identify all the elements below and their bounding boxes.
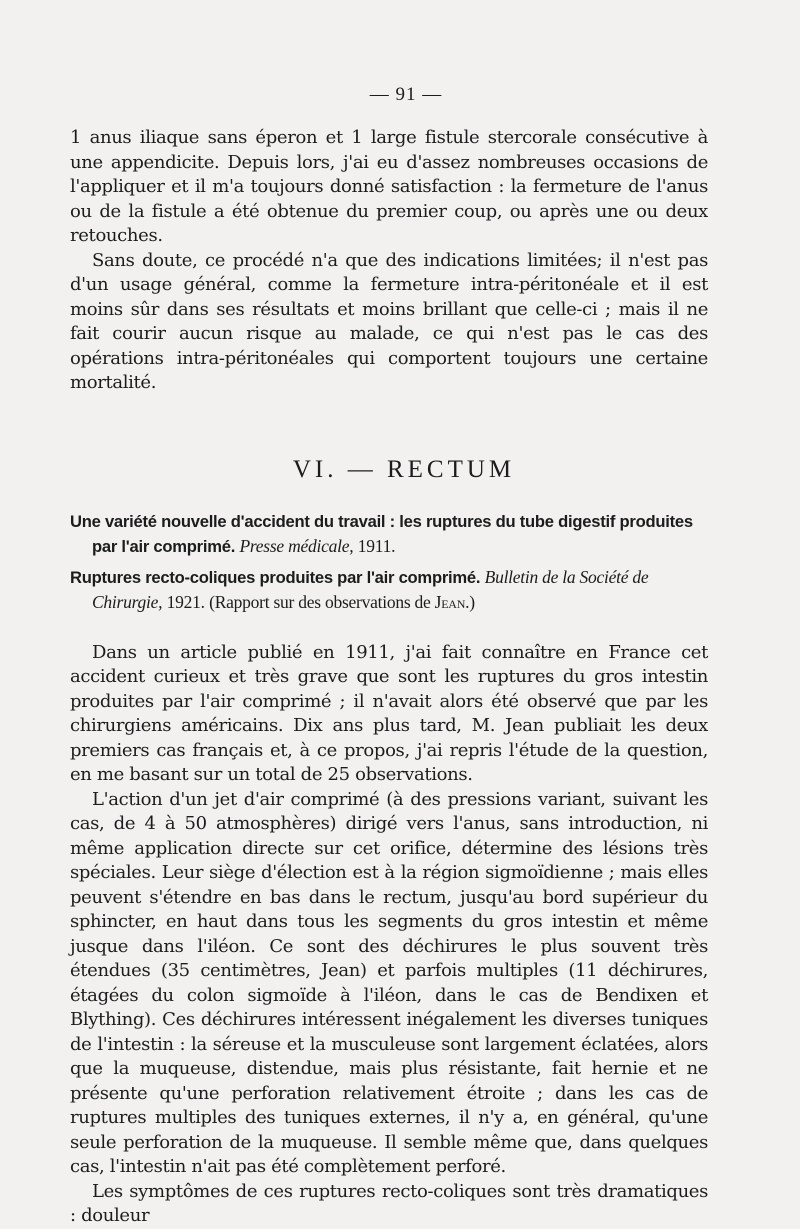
reference-title: Une variété nouvelle d'accident du travail : les ruptures du tube digestif produites par l'air comprimé.: [70, 511, 693, 556]
page-number: — 91 —: [369, 84, 443, 105]
reference-item: [70, 510, 708, 559]
reference-note: [209, 592, 475, 612]
reference-journal: Presse médicale,: [239, 535, 354, 556]
spacer: [70, 621, 708, 641]
reference-item: [70, 565, 708, 615]
body-paragraph-1: Dans un article publié en 1911, j'ai fait connaître en France cet accident curieux et très grave que sont les ruptures du gros intestin produites par l'air comprimé ; il n'avait alors été observé que par les chirurgiens américains. Dix ans plus tard, M. Jean publiait les deux premiers cas français et, à ce propos, j'ai repris l'étude de la question, en me basant sur un total de 25 observations.: [70, 641, 708, 785]
reference-year: 1921.: [166, 591, 205, 612]
reference-journal: Bulletin de la Société de Chirurgie,: [92, 566, 649, 612]
intro-paragraph-1: 1 anus iliaque sans éperon et 1 large fistule stercorale consécutive à une appendicite. Depuis lors, j'ai eu d'assez nombreuses occasions de l'appliquer et il m'a toujours donné satisfaction : la fermeture de l'anus ou de la fistule a été obtenue du premier coup, ou après une ou deux retouches.: [70, 127, 708, 246]
reference-note-prefix: (Rapport sur des observations de: [209, 591, 431, 612]
section-heading: VI. — RECTUM: [292, 455, 516, 483]
intro-paragraph-2: Sans doute, ce procédé n'a que des indications limitées; il n'est pas d'un usage général, comme la fermeture intra-péritonéale et il est moins sûr dans ses résultats et moins brillant que celle-ci ; mais il ne fait courir aucun risque au malade, ce qui n'est pas le cas des opérations intra-péritonéales qui comportent toujours une certaine mortalité.: [70, 249, 708, 393]
body-paragraph-3: Les symptômes de ces ruptures recto-coliques sont très dramatiques : douleur: [70, 1180, 708, 1226]
reference-year: 1911.: [357, 535, 396, 556]
body-paragraph-2: L'action d'un jet d'air comprimé (à des pressions variant, suivant les cas, de 4 à 50 atmosphères) dirigé vers l'anus, sans introduction, ni même application directe sur cet orifice, détermine des lésions très spéciales. Leur siège d'élection est à la région sigmoïdienne ; mais elles peuvent s'étendre en bas dans le rectum, jusqu'au bord supérieur du sphincter, en haut dans tous les segments du gros intestin et même jusque dans l'iléon. Ce sont des déchirures le plus souvent très étendues (35 centimètres, Jean) et parfois multiples (11 déchirures, étagées du colon sigmoïde à l'iléon, dans le cas de Bendixen et Blything). Ces déchirures intéressent inégalement les diverses tuniques de l'intestin : la séreuse et la musculeuse sont largement éclatées, alors que la muqueuse, distendue, mais plus résistante, fait hernie et ne présente qu'une perforation relativement étroite ; dans les cas de ruptures multiples des tuniques externes, il n'y a, en général, qu'une seule perforation de la muqueuse. Il semble même que, dans quelques cas, l'intestin n'ait pas été complètement perforé.: [70, 788, 708, 1177]
reference-note-author: Jean: [434, 591, 466, 612]
reference-title: Ruptures recto-coliques produites par l'air comprimé.: [70, 567, 481, 587]
reference-note-suffix: .): [465, 591, 475, 612]
